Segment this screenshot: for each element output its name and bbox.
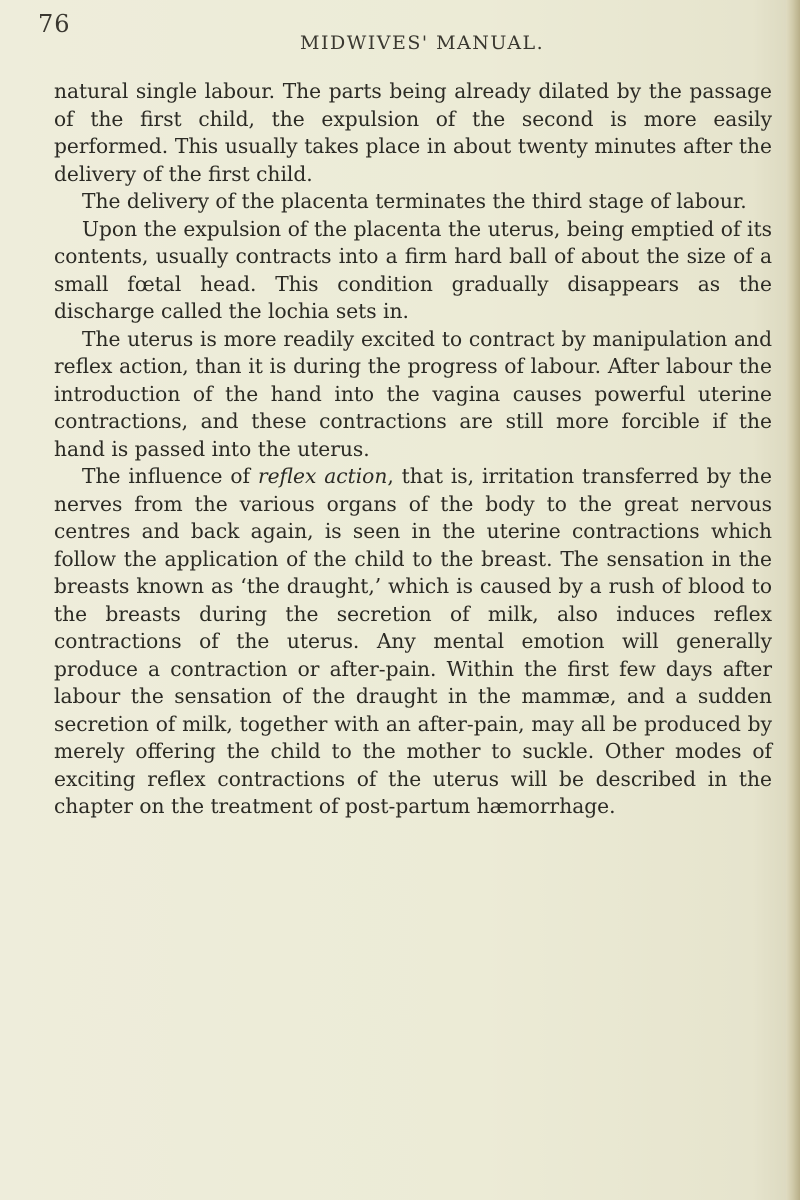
paragraph: The uterus is more readily excited to contract by manipulation and reflex action, than it is during the progress of labour. After labour the introduction of the hand into the vagina causes powerful uterine contractions, and these contractions are still more forcible if the hand is passed into the uterus. [54,326,772,461]
paragraph: Upon the expulsion of the placenta the uterus, being emptied of its contents, usually contracts into a firm hard ball of about the size of a small fœtal head. This condition gradually disappears as the discharge called the lochia sets in. [54,216,772,323]
running-title: MIDWIVES' MANUAL. [300,32,545,54]
paragraph: natural single labour. The parts being already dilated by the passage of the first child, the expulsion of the second is more easily performed. This usually takes place in about twenty minutes after the delivery of the first child. [54,79,772,186]
paragraph: The delivery of the placenta terminates the third stage of labour. [82,189,747,213]
page-edge [786,0,800,1200]
body-text [54,78,772,821]
page-number: 76 [38,10,71,38]
paragraph-text: , that is, irritation transferred by the nerves from the various organs of the body to the great nervous centres and back again, is seen in the uterine contractions which follow the application of the child to the breast. The sensation in the breasts known as ‘the draught,’ which is caused by a rush of blood to the breasts during the secretion of milk, also induces reflex contractions of the uterus. Any mental emotion will generally produce a contraction or after-pain. Within the first few days after labour the sensation of the draught in the mammæ, and a sudden secretion of milk, together with an after-pain, may all be produced by merely offering the child to the mother to suckle. Other modes of exciting reflex contractions of the uterus will be described in the chapter on the treatment of post-partum hæmorrhage. [54,464,772,818]
emphasized-term: reflex action [257,464,388,488]
paragraph-text: The influence of [82,464,258,488]
paragraph [54,463,772,821]
